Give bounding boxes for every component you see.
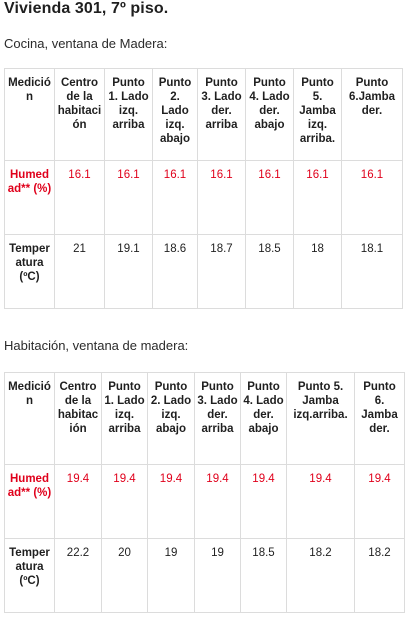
humidity-value: 16.1 bbox=[342, 161, 403, 235]
humidity-row bbox=[5, 161, 403, 235]
temperature-value: 18.5 bbox=[241, 539, 287, 613]
humidity-value: 19.4 bbox=[55, 465, 102, 539]
section-kitchen-caption: Cocina, ventana de Madera: bbox=[4, 36, 168, 51]
temperature-value: 19 bbox=[148, 539, 195, 613]
temperature-value: 18.2 bbox=[287, 539, 355, 613]
temperature-value: 22.2 bbox=[55, 539, 102, 613]
humidity-value: 16.1 bbox=[55, 161, 105, 235]
humidity-value: 16.1 bbox=[246, 161, 294, 235]
humidity-row bbox=[5, 465, 405, 539]
header-cell: Punto 2. Lado izq. abajo bbox=[153, 69, 198, 161]
header-row bbox=[5, 373, 405, 465]
temperature-value: 21 bbox=[55, 235, 105, 309]
humidity-value: 19.4 bbox=[148, 465, 195, 539]
temperature-value: 18.2 bbox=[355, 539, 405, 613]
temperature-value: 18.1 bbox=[342, 235, 403, 309]
temperature-value: 19.1 bbox=[105, 235, 153, 309]
bedroom-measurements-table bbox=[4, 372, 405, 613]
section-bedroom-caption: Habitación, ventana de madera: bbox=[4, 338, 189, 353]
header-cell: Punto 4. Lado der. abajo bbox=[241, 373, 287, 465]
humidity-value: 16.1 bbox=[153, 161, 198, 235]
temperature-value: 18 bbox=[294, 235, 342, 309]
header-cell: Medición bbox=[5, 373, 55, 465]
humidity-value: 19.4 bbox=[195, 465, 241, 539]
temperature-row bbox=[5, 539, 405, 613]
page-title: Vivienda 301, 7º piso. bbox=[4, 0, 169, 17]
header-cell: Centro de la habitación bbox=[55, 69, 105, 161]
header-cell: Punto 3. Lado der. arriba bbox=[195, 373, 241, 465]
humidity-label: Humedad** (%) bbox=[5, 465, 55, 539]
humidity-value: 16.1 bbox=[294, 161, 342, 235]
header-cell: Medición bbox=[5, 69, 55, 161]
temperature-row bbox=[5, 235, 403, 309]
temperature-value: 18.7 bbox=[198, 235, 246, 309]
temperature-value: 20 bbox=[102, 539, 148, 613]
temperature-value: 18.6 bbox=[153, 235, 198, 309]
header-row bbox=[5, 69, 403, 161]
humidity-value: 16.1 bbox=[105, 161, 153, 235]
humidity-label: Humedad** (%) bbox=[5, 161, 55, 235]
temperature-label: Temperatura (ºC) bbox=[5, 235, 55, 309]
header-cell: Punto 6.Jamba der. bbox=[342, 69, 403, 161]
kitchen-measurements-table bbox=[4, 68, 403, 309]
humidity-value: 19.4 bbox=[287, 465, 355, 539]
humidity-value: 19.4 bbox=[241, 465, 287, 539]
header-cell: Punto 2. Lado izq. abajo bbox=[148, 373, 195, 465]
temperature-label: Temperatura (ºC) bbox=[5, 539, 55, 613]
header-cell: Punto 5. Jamba izq.arriba. bbox=[287, 373, 355, 465]
header-cell: Centro de la habitación bbox=[55, 373, 102, 465]
header-cell: Punto 1. Lado izq. arriba bbox=[102, 373, 148, 465]
header-cell: Punto 3. Lado der. arriba bbox=[198, 69, 246, 161]
humidity-value: 16.1 bbox=[198, 161, 246, 235]
temperature-value: 18.5 bbox=[246, 235, 294, 309]
humidity-value: 19.4 bbox=[355, 465, 405, 539]
header-cell: Punto 1. Lado izq. arriba bbox=[105, 69, 153, 161]
header-cell: Punto 5. Jamba izq. arriba. bbox=[294, 69, 342, 161]
temperature-value: 19 bbox=[195, 539, 241, 613]
header-cell: Punto 4. Lado der. abajo bbox=[246, 69, 294, 161]
header-cell: Punto 6. Jamba der. bbox=[355, 373, 405, 465]
humidity-value: 19.4 bbox=[102, 465, 148, 539]
